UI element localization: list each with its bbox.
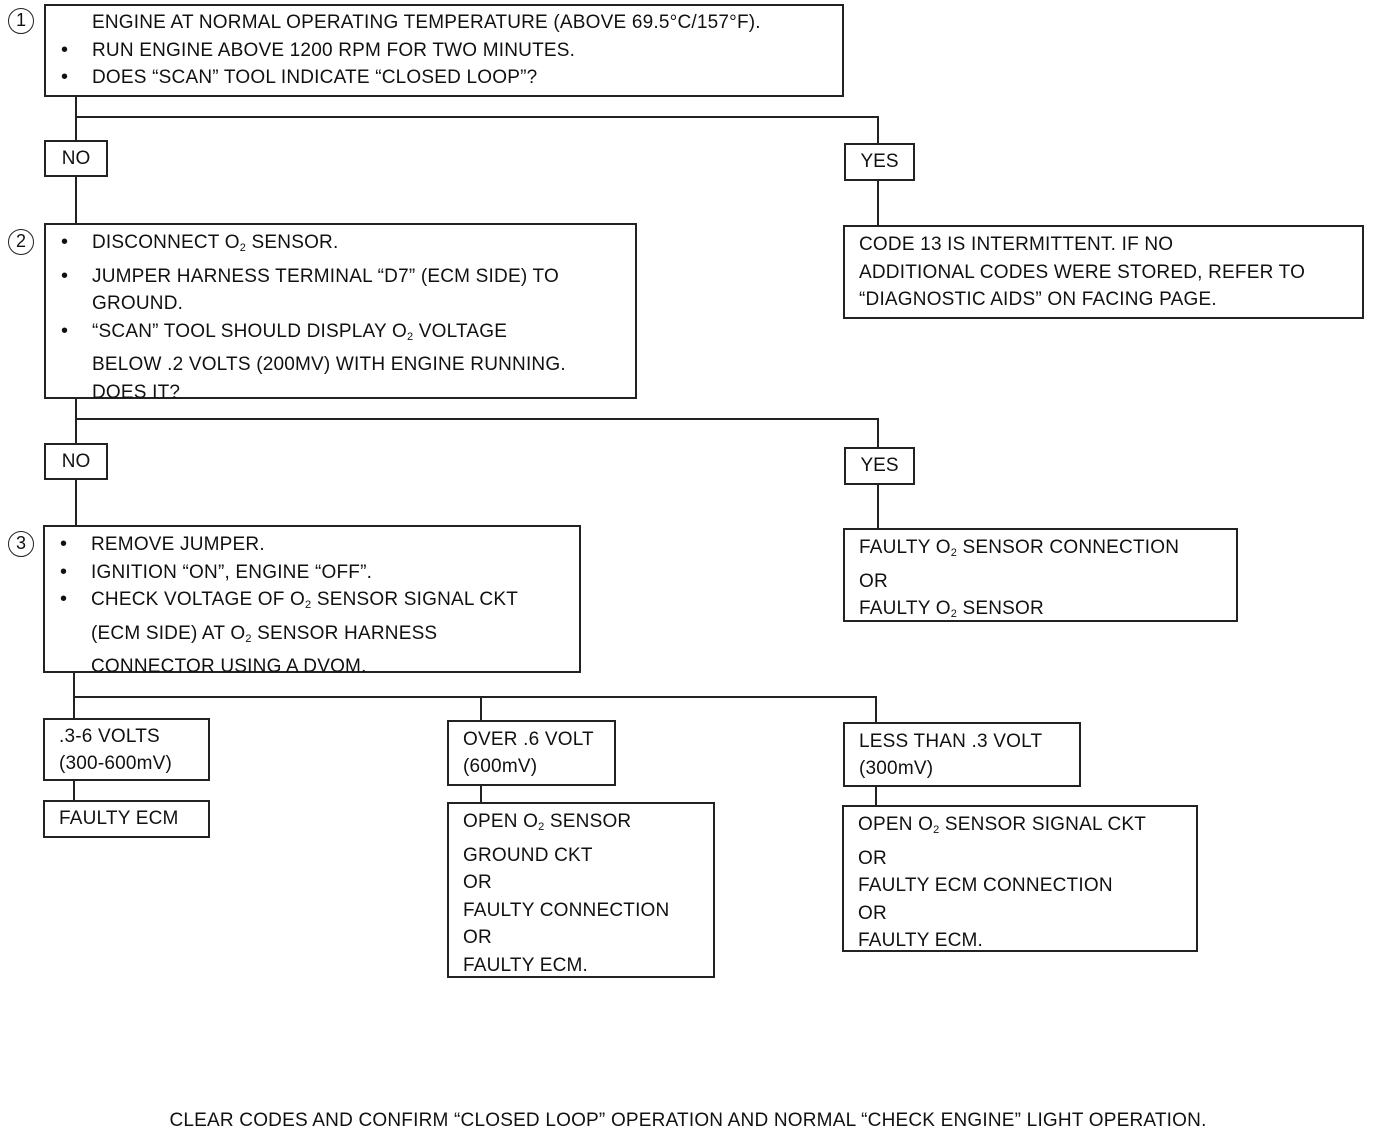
result-code13-box	[843, 225, 1364, 319]
result-faulty-o2-box	[843, 528, 1238, 622]
open-ground-line6: FAULTY ECM.	[463, 954, 589, 976]
step-number-3: 3	[8, 531, 34, 557]
step1-line2: • RUN ENGINE ABOVE 1200 RPM FOR TWO MINUTES.	[46, 37, 842, 65]
step3-line4: (ECM SIDE) AT $O_2$ SENSOR HARNESS	[91, 622, 438, 645]
connector-s2-yes-drop	[877, 418, 879, 448]
connector-over-drop	[480, 696, 482, 720]
result-open-signal-box	[842, 805, 1198, 952]
connector-no2-down	[75, 479, 77, 525]
code13-line3: “DIAGNOSTIC AIDS” ON FACING PAGE.	[859, 289, 1217, 310]
volts-under-box	[843, 722, 1081, 787]
step2-line1: • DISCONNECT $O_2$ SENSOR.	[46, 229, 635, 263]
step2-line6: DOES IT?	[92, 381, 181, 403]
volts-mid-line1: .3-6 VOLTS	[59, 726, 160, 747]
volts-under-line1: LESS THAN .3 VOLT	[859, 731, 1043, 752]
connector-over-down	[480, 785, 482, 803]
open-signal-line3: FAULTY ECM CONNECTION	[858, 875, 1113, 896]
result-open-ground-box	[447, 802, 715, 978]
connector-s3-horizontal	[73, 696, 877, 698]
step-number-1: 1	[8, 8, 34, 34]
connector-s1-horizontal	[75, 116, 879, 118]
volts-under-line2: (300mV)	[859, 758, 934, 779]
step3-line1: • REMOVE JUMPER.	[45, 531, 579, 559]
step2-box	[44, 223, 637, 403]
step3-line5: CONNECTOR USING A DVOM.	[91, 656, 367, 677]
step3-line3: • CHECK VOLTAGE OF $O_2$ SENSOR SIGNAL CKT	[45, 586, 579, 620]
step2-line4: • “SCAN” TOOL SHOULD DISPLAY $O_2$ VOLTAGE	[46, 318, 635, 352]
open-signal-line2: OR	[858, 847, 887, 869]
code13-line2: ADDITIONAL CODES WERE STORED, REFER TO	[859, 261, 1306, 283]
open-signal-line1: OPEN $O_2$ SENSOR SIGNAL CKT	[858, 814, 1147, 836]
connector-s1-down	[75, 96, 77, 144]
connector-s2-horizontal	[75, 418, 879, 420]
branch2-yes-label: YES	[844, 447, 915, 485]
footer-instruction: CLEAR CODES AND CONFIRM “CLOSED LOOP” OPERATION AND NORMAL “CHECK ENGINE” LIGHT OPERATION.	[169, 1110, 1207, 1131]
code13-line1: CODE 13 IS INTERMITTENT. IF NO	[859, 234, 1174, 255]
step3-box	[43, 525, 581, 677]
open-signal-line4: OR	[858, 902, 887, 924]
volts-over-line1: OVER .6 VOLT	[463, 729, 594, 750]
open-ground-line4: FAULTY CONNECTION	[463, 899, 670, 921]
step2-line5: BELOW .2 VOLTS (200MV) WITH ENGINE RUNNING.	[92, 354, 566, 375]
faulty-o2-line3: FAULTY $O_2$ SENSOR	[859, 598, 1044, 620]
open-ground-line2: GROUND CKT	[463, 844, 593, 866]
result-faulty-ecm-box	[43, 800, 210, 838]
connector-yes2-down	[877, 484, 879, 530]
volts-mid-line2: (300-600mV)	[59, 753, 173, 774]
volts-over-line2: (600mV)	[463, 756, 538, 777]
volts-over-box	[447, 720, 616, 786]
connector-no1-down	[75, 176, 77, 224]
open-signal-line5: FAULTY ECM.	[858, 930, 984, 951]
faulty-ecm-text: FAULTY ECM	[59, 808, 179, 829]
connector-under-down	[875, 786, 877, 806]
faulty-o2-line2: OR	[859, 570, 888, 592]
branch2-no-label: NO	[44, 443, 108, 480]
step2-line3: GROUND.	[92, 293, 184, 314]
open-ground-line5: OR	[463, 927, 492, 948]
step-number-2: 2	[8, 229, 34, 255]
branch1-no-label: NO	[44, 140, 108, 177]
step3-line2: • IGNITION “ON”, ENGINE “OFF”.	[45, 559, 579, 587]
open-ground-line3: OR	[463, 872, 492, 893]
faulty-o2-line1: FAULTY $O_2$ SENSOR CONNECTION	[859, 537, 1180, 559]
open-ground-line1: OPEN $O_2$ SENSOR	[463, 811, 632, 833]
step1-box	[44, 4, 844, 97]
step1-line1: ENGINE AT NORMAL OPERATING TEMPERATURE (ABOVE 69.5°C/157°F).	[92, 12, 761, 33]
connector-yes1-down	[877, 180, 879, 226]
connector-under-drop	[875, 696, 877, 722]
step2-line2: • JUMPER HARNESS TERMINAL “D7” (ECM SIDE) TO	[46, 263, 635, 291]
step1-line3: • DOES “SCAN” TOOL INDICATE “CLOSED LOOP”?	[46, 64, 842, 92]
connector-s1-yes-drop	[877, 116, 879, 144]
connector-mid-down	[73, 780, 75, 800]
volts-mid-box	[43, 718, 210, 781]
branch1-yes-label: YES	[844, 143, 915, 181]
